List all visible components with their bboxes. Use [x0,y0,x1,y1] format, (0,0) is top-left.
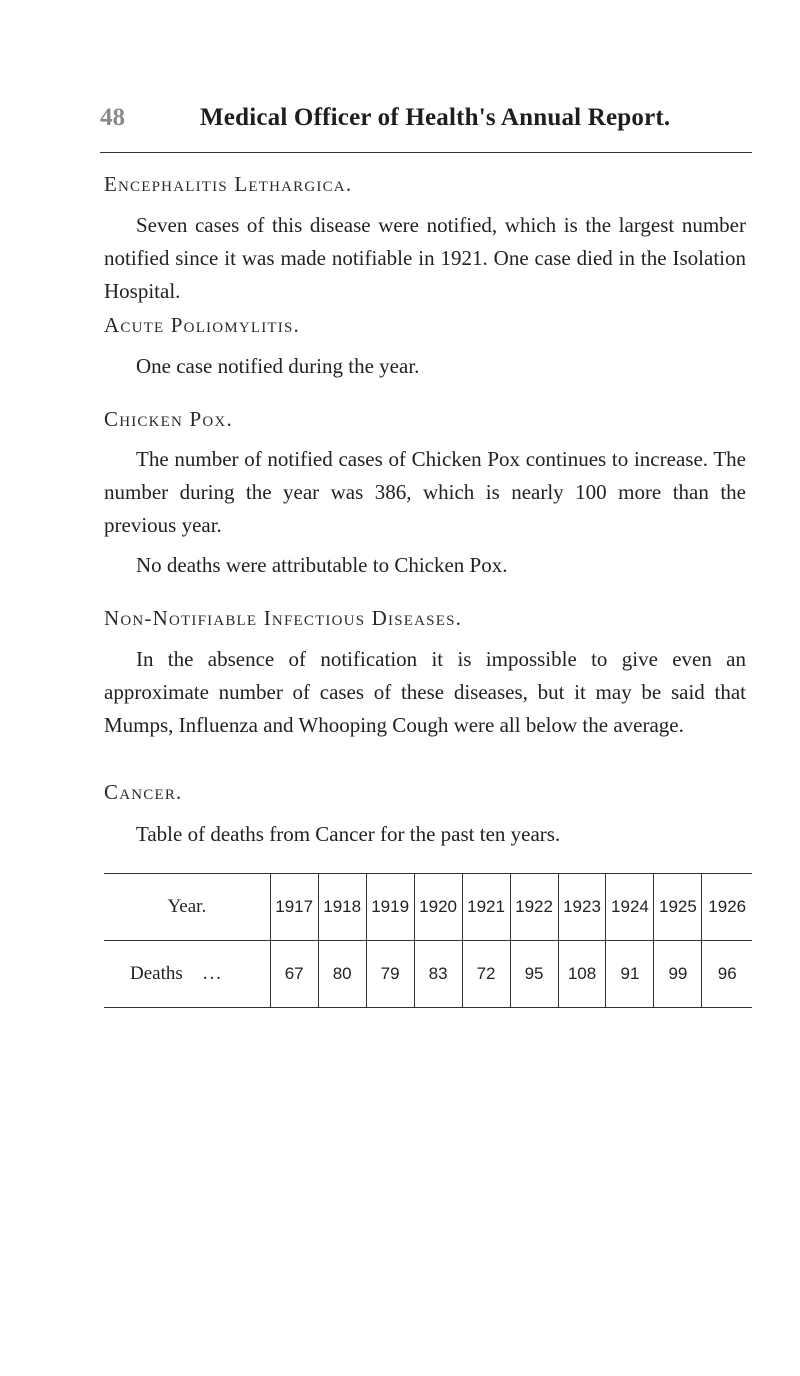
year-cell: 1920 [414,874,462,941]
paragraph-polio: One case notified during the year. [136,354,420,378]
table-row-deaths [104,941,752,1008]
cancer-deaths-table [104,873,752,1008]
running-head [100,104,752,140]
row-label-leader-dots: ... [202,963,224,984]
paragraph-chicken-pox-2: No deaths were attributable to Chicken Pox. [136,553,508,577]
year-cell: 1926 [702,874,752,941]
section-heading-non-notifiable: Non-Notifiable Infectious Diseases. [104,606,463,630]
deaths-cell: 79 [366,941,414,1008]
section-heading-cancer: Cancer. [104,780,183,804]
deaths-cell: 95 [510,941,558,1008]
year-cell: 1917 [270,874,318,941]
deaths-cell: 72 [462,941,510,1008]
section-heading-encephalitis: Encephalitis Lethargica. [104,172,353,196]
year-cell: 1925 [654,874,702,941]
year-cell: 1918 [318,874,366,941]
paragraph-non-notifiable: In the absence of notification it is impossible to give even an approximate number of cases of these diseases, but it may be said that Mumps, Influenza and Whooping Cough were all below the average. [104,647,746,737]
deaths-cell: 67 [270,941,318,1008]
paragraph-chicken-pox-1: The number of notified cases of Chicken Pox continues to increase. The number during the year was 386, which is nearly 100 more than the previous year. [104,447,746,537]
deaths-cell: 83 [414,941,462,1008]
section-heading-chicken-pox: Chicken Pox. [104,407,233,431]
row-label-year: Year. [104,874,270,941]
year-cell: 1922 [510,874,558,941]
year-cell: 1919 [366,874,414,941]
deaths-cell: 99 [654,941,702,1008]
row-label-deaths-text: Deaths [130,963,183,984]
header-divider [100,152,752,153]
deaths-cell: 96 [702,941,752,1008]
report-title: Medical Officer of Health's Annual Report. [200,104,671,131]
table-row-years [104,874,752,941]
paragraph-cancer: Table of deaths from Cancer for the past ten years. [136,822,561,846]
year-cell: 1923 [558,874,606,941]
year-cell: 1921 [462,874,510,941]
deaths-cell: 91 [606,941,654,1008]
year-cell: 1924 [606,874,654,941]
page-number: 48 [100,104,125,131]
row-label-deaths [104,941,270,1008]
deaths-cell: 108 [558,941,606,1008]
section-heading-polio: Acute Poliomylitis. [104,313,300,337]
deaths-cell: 80 [318,941,366,1008]
paragraph-encephalitis: Seven cases of this disease were notified, which is the largest number notified since it was made notifiable in 1921. One case died in the Isolation Hospital. [104,213,746,303]
